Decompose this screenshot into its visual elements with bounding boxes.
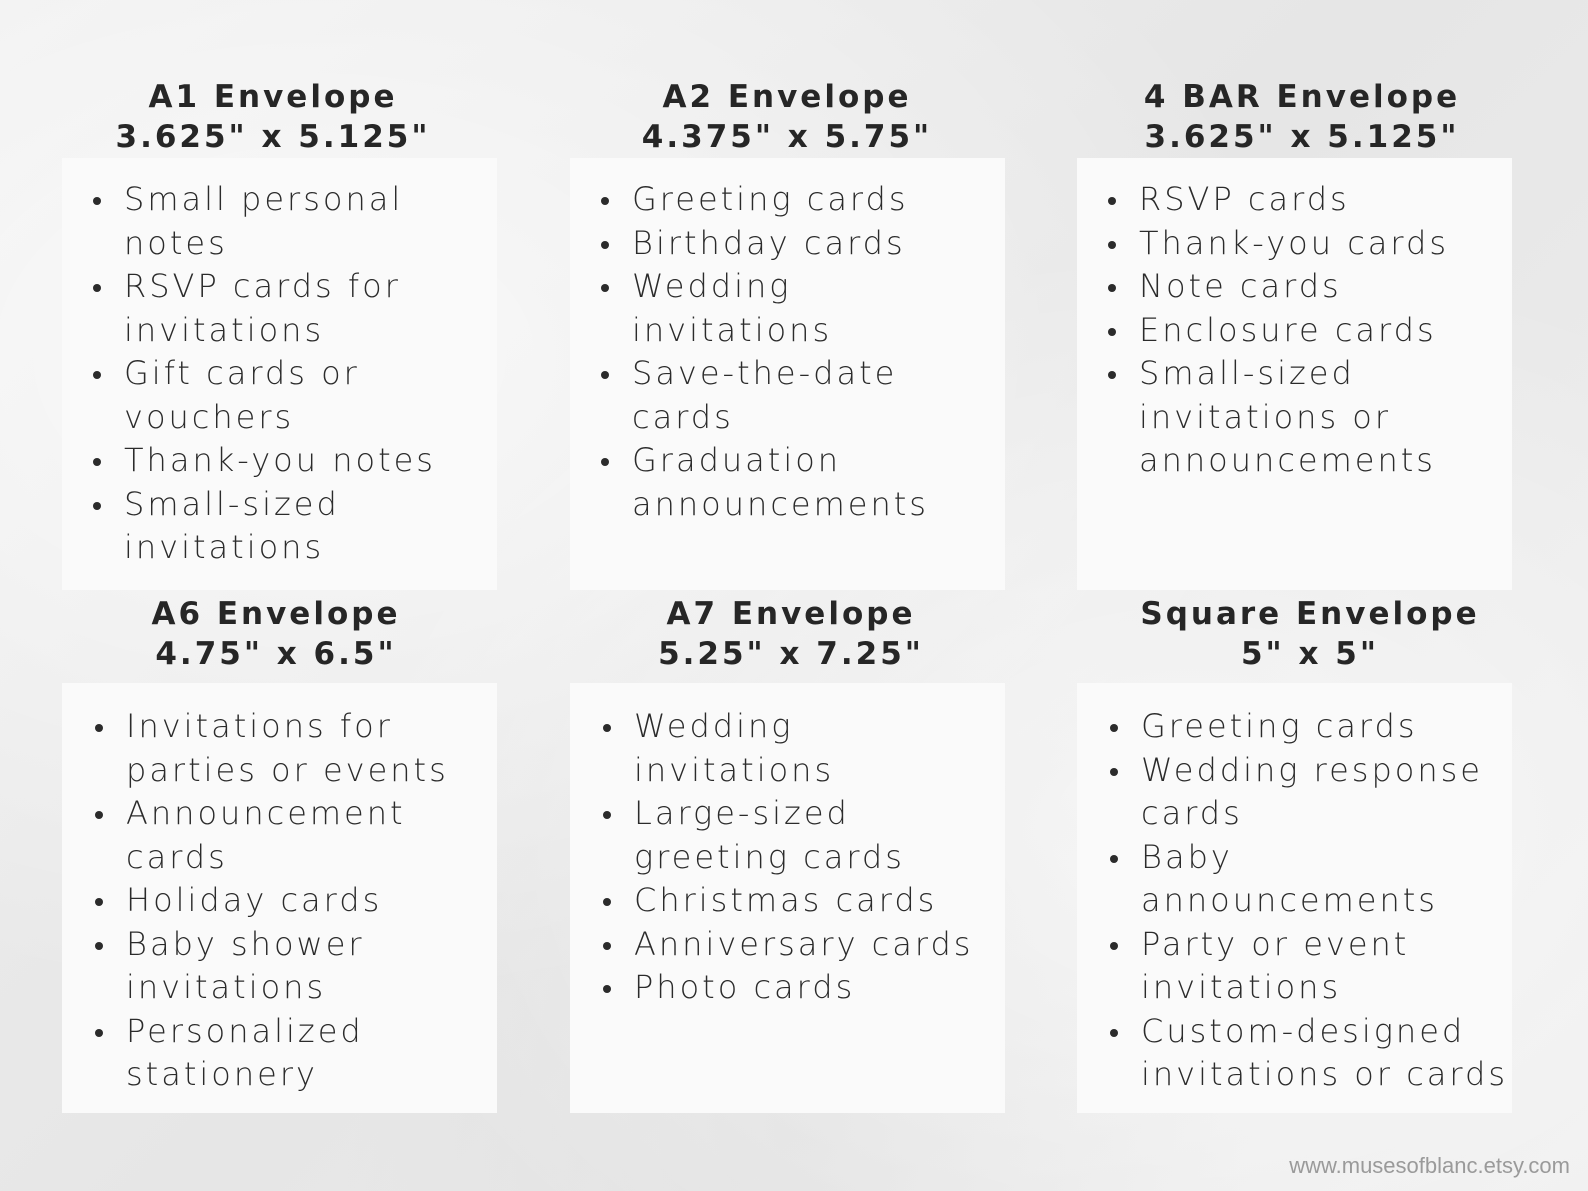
envelope-card-a2	[570, 158, 1005, 590]
envelope-title-a1	[53, 77, 493, 157]
list-item: Wedding invitations	[598, 265, 892, 352]
uses-list	[90, 178, 497, 570]
list-item: Graduation announcements	[598, 439, 962, 526]
uses-list	[1107, 705, 1512, 1097]
list-item: Enclosure cards	[1105, 309, 1529, 353]
list-item: Large-sized greeting cards	[600, 792, 964, 879]
list-item: Photo cards	[600, 966, 1034, 1010]
envelope-name: A2 Envelope	[662, 79, 912, 115]
list-item: Save-the-date cards	[598, 352, 932, 439]
list-item: Greeting cards	[1107, 705, 1541, 749]
uses-list	[1105, 178, 1512, 483]
envelope-size: 3.625" x 5.125"	[115, 119, 431, 155]
envelope-size: 4.375" x 5.75"	[641, 119, 933, 155]
envelope-name: A1 Envelope	[148, 79, 398, 115]
envelope-name: A7 Envelope	[666, 596, 916, 632]
list-item: Birthday cards	[598, 222, 1012, 266]
envelope-size: 4.75" x 6.5"	[155, 636, 397, 672]
envelope-size: 5" x 5"	[1240, 636, 1380, 672]
list-item: Anniversary cards	[600, 923, 1034, 967]
envelope-title-a2	[567, 77, 1007, 157]
list-item: Gift cards or vouchers	[90, 352, 394, 439]
list-item: Small-sized invitations or announcements	[1105, 352, 1469, 483]
envelope-title-4bar	[1082, 77, 1522, 157]
list-item: Small-sized invitations	[90, 483, 384, 570]
list-item: Thank-you notes	[90, 439, 484, 483]
envelope-card-a7	[570, 683, 1005, 1113]
list-item: RSVP cards	[1105, 178, 1529, 222]
envelope-card-a6	[62, 683, 497, 1113]
envelope-card-a1	[62, 158, 497, 590]
list-item: Thank-you cards	[1105, 222, 1529, 266]
list-item: Note cards	[1105, 265, 1529, 309]
envelope-name: 4 BAR Envelope	[1143, 79, 1461, 115]
list-item: Christmas cards	[600, 879, 1034, 923]
list-item: Wedding response cards	[1107, 749, 1541, 836]
list-item: Personalized stationery	[92, 1010, 426, 1097]
envelope-card-square	[1077, 683, 1512, 1113]
envelope-title-a7	[571, 594, 1011, 674]
list-item: Greeting cards	[598, 178, 1012, 222]
list-item: Small personal notes	[90, 178, 424, 265]
uses-list	[600, 705, 1005, 1010]
list-item: Baby shower invitations	[92, 923, 426, 1010]
list-item: Custom-designed invitations or cards	[1107, 1010, 1541, 1097]
envelope-title-a6	[56, 594, 496, 674]
uses-list	[598, 178, 1005, 526]
list-item: RSVP cards for invitations	[90, 265, 424, 352]
envelope-title-square	[1090, 594, 1530, 674]
list-item: Party or event invitations	[1107, 923, 1471, 1010]
uses-list	[92, 705, 497, 1097]
list-item: Baby announcements	[1107, 836, 1481, 923]
footer-url: www.musesofblanc.etsy.com	[1289, 1153, 1570, 1178]
list-item: Wedding invitations	[600, 705, 894, 792]
list-item: Holiday cards	[92, 879, 506, 923]
envelope-name: Square Envelope	[1140, 596, 1480, 632]
envelope-size: 5.25" x 7.25"	[658, 636, 924, 672]
list-item: Invitations for parties or events	[92, 705, 496, 792]
list-item: Announcement cards	[92, 792, 466, 879]
envelope-card-4bar	[1077, 158, 1512, 590]
envelope-size: 3.625" x 5.125"	[1144, 119, 1460, 155]
envelope-name: A6 Envelope	[151, 596, 401, 632]
